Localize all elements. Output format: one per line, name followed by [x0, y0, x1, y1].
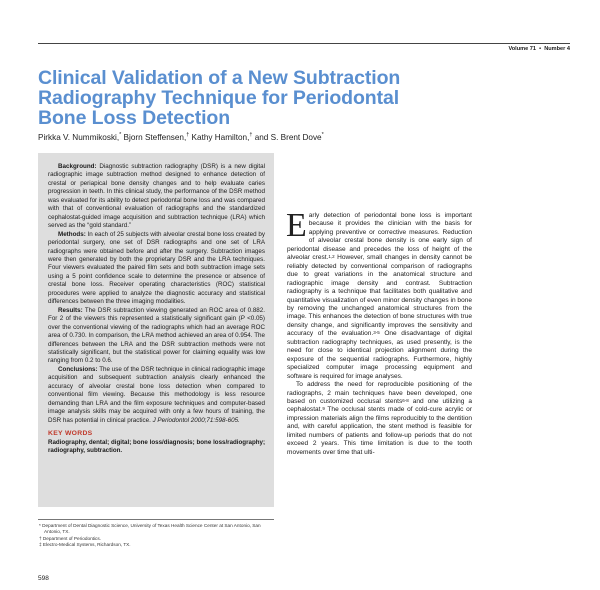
- abstract-conclusions: [48, 366, 265, 425]
- conclusions-text: The use of the DSR technique in clinical radiographic image acquisition and subsequent subtraction analysis clearly enhanced the accuracy of alveolar crestal bone loss detection when compared to conventional film viewing. Because this methodology is less resource demanding than LRA and the film exposure techniques and computer-based image analysis skills may be acquired with only a few hours of training, the DSR has potential in clinical practice.: [48, 365, 265, 424]
- drop-cap: E: [286, 207, 307, 244]
- methods-text: In each of 25 subjects with alveolar crestal bone loss created by periodontal surgery, one set of DSR radiographs and one set of LRA radiographs were obtained before and after the surgery. Subtraction images were then generated by both the proprietary DSR and the LRA techniques. Four viewers evaluated the paired film sets and both subtraction image sets using a 5 point confidence scale to determine the presence or absence of crestal bone loss. Receiver operating characteristics (ROC) statistical procedures were applied to analyze the diagnostic accuracy and statistical differences between the three imaging modalities.: [48, 230, 265, 306]
- footnote-1: * Department of Dental Diagnostic Science, University of Texas Health Science Center at San Antonio, San Antonio, TX.: [39, 523, 261, 535]
- results-p-value: P: [240, 315, 245, 323]
- p1-ref-2[interactable]: 3-5: [373, 330, 380, 336]
- author-2: Bjorn Steffensen,: [121, 133, 187, 142]
- volume-issue: Volume 71 • Number 4: [508, 46, 570, 52]
- author-1-mark: *: [119, 132, 122, 138]
- keywords-heading: KEY WORDS: [48, 430, 93, 438]
- abstract-box: [38, 153, 274, 507]
- page-number: 598: [38, 575, 49, 582]
- p1-ref-1[interactable]: 1,2: [328, 254, 335, 260]
- p1-text-c: One disadvantage of digital subtraction radiography techniques, as used presently, is the need for close to identical projection alignment during the exposure of the sequential radiographs. Furthermore, highly specialized computer image processing equipment and software is required for image analyses.: [287, 330, 472, 380]
- author-3: Kathy Hamilton,: [189, 133, 250, 142]
- abstract-background: [48, 163, 265, 231]
- author-3-mark: †: [249, 132, 253, 138]
- author-4-mark: *: [321, 132, 324, 138]
- p1-text-a: arly detection of periodontal bone loss is important because it provides the clinician with the basis for applying preventive or corrective measures. Reduction of alveolar crestal bone density is one early sign of periodontal disease and precedes the loss of height of the alveolar crest.: [287, 212, 472, 262]
- body-text-column: [286, 207, 472, 457]
- footnote-2: † Department of Periodontics.: [39, 535, 102, 541]
- article-title: [38, 68, 458, 128]
- results-text-a: The DSR subtraction viewing generated an ROC area of 0.882. For 2 of the viewers this represented a statistically significant gain (: [48, 306, 265, 323]
- results-heading: Results:: [58, 306, 83, 314]
- abstract-methods: [48, 231, 265, 307]
- results-text-b: <0.05) over the conventional viewing of the radiographs which had an average ROC area of 0.730. In comparison, the LRA method achieved an area of 0.954. The differences between the LRA and the DSR subtraction methods were not statistically significant, but the statistical power for claiming equality was low ranging from 0.2 to 0.6.: [48, 315, 265, 365]
- affiliation-footnotes: [38, 519, 274, 548]
- abstract-text: [48, 163, 265, 455]
- body-paragraph-2: [287, 381, 472, 457]
- author-2-mark: †: [186, 132, 190, 138]
- keywords-list: Radiography, dental; digital; bone loss/diagnosis; bone loss/radiography; radiography, subtraction.: [48, 438, 265, 454]
- p2-ref-1[interactable]: 6-8: [402, 397, 409, 403]
- body-paragraph-1: [286, 207, 472, 381]
- p2-text-b: and one utilizing a cephalostat.: [287, 397, 472, 414]
- abstract-results: [48, 307, 265, 366]
- background-text: Diagnostic subtraction radiography (DSR) is a new digital radiographic image subtraction method designed to enhance detection of crestal or periapical bone density changes and to help evaluate caries progression in teeth. In this clinical study, the performance of the DSR method was evaluated for its ability to detect periodontal bone loss and was compared with that of conventional evaluation of radiographs and the standardized cephalostat-guided image acquisition and subtraction technique (LRA) which served as the “gold standard.”: [48, 163, 265, 230]
- p2-ref-2[interactable]: 9: [322, 406, 325, 412]
- background-heading: Background:: [58, 163, 97, 170]
- header-rule: [38, 43, 570, 44]
- p2-text-c: The occlusal stents made of cold-cure acrylic or impression materials align the films reproducibly to the dentition and, with careful application, the stent method is feasible for limited numbers of patients and follow-up periods that do not exceed 2 years. This time limitation is due to the tooth movements over time that ulti-: [287, 406, 472, 456]
- title-line-3: Bone Loss Detection: [38, 107, 231, 129]
- author-list: [38, 133, 324, 142]
- conclusions-heading: Conclusions:: [58, 365, 98, 373]
- title-line-2: Radiography Technique for Periodontal: [38, 87, 400, 109]
- footnote-3: ‡ Electro-Medical Systems, Richardson, TX.: [39, 541, 131, 547]
- author-4: and S. Brent Dove: [252, 133, 322, 142]
- p1-text-b: However, small changes in density cannot be reliably detected by conventional comparison of radiographs due to great variations in the anatomical structure and radiographic image density and contrast. Subtraction radiography is a technique that facilitates both qualitative and quantitative visualization of even minor density changes in bone by removing the unchanged anatomical structures from the image. This enhances the detection of bone structures with true density change, and significantly improves the sensitivity and accuracy of the evaluation.: [287, 254, 472, 338]
- journal-citation: J Periodontol 2000;71:598-605.: [150, 416, 240, 424]
- p2-text-a: To address the need for reproducible positioning of the radiographs, 2 main techniques have been developed, one based on customized occlusal stents: [287, 381, 472, 405]
- author-1: Pirkka V. Nummikoski,: [38, 133, 120, 142]
- title-line-1: Clinical Validation of a New Subtraction: [38, 67, 401, 89]
- methods-heading: Methods:: [58, 230, 86, 238]
